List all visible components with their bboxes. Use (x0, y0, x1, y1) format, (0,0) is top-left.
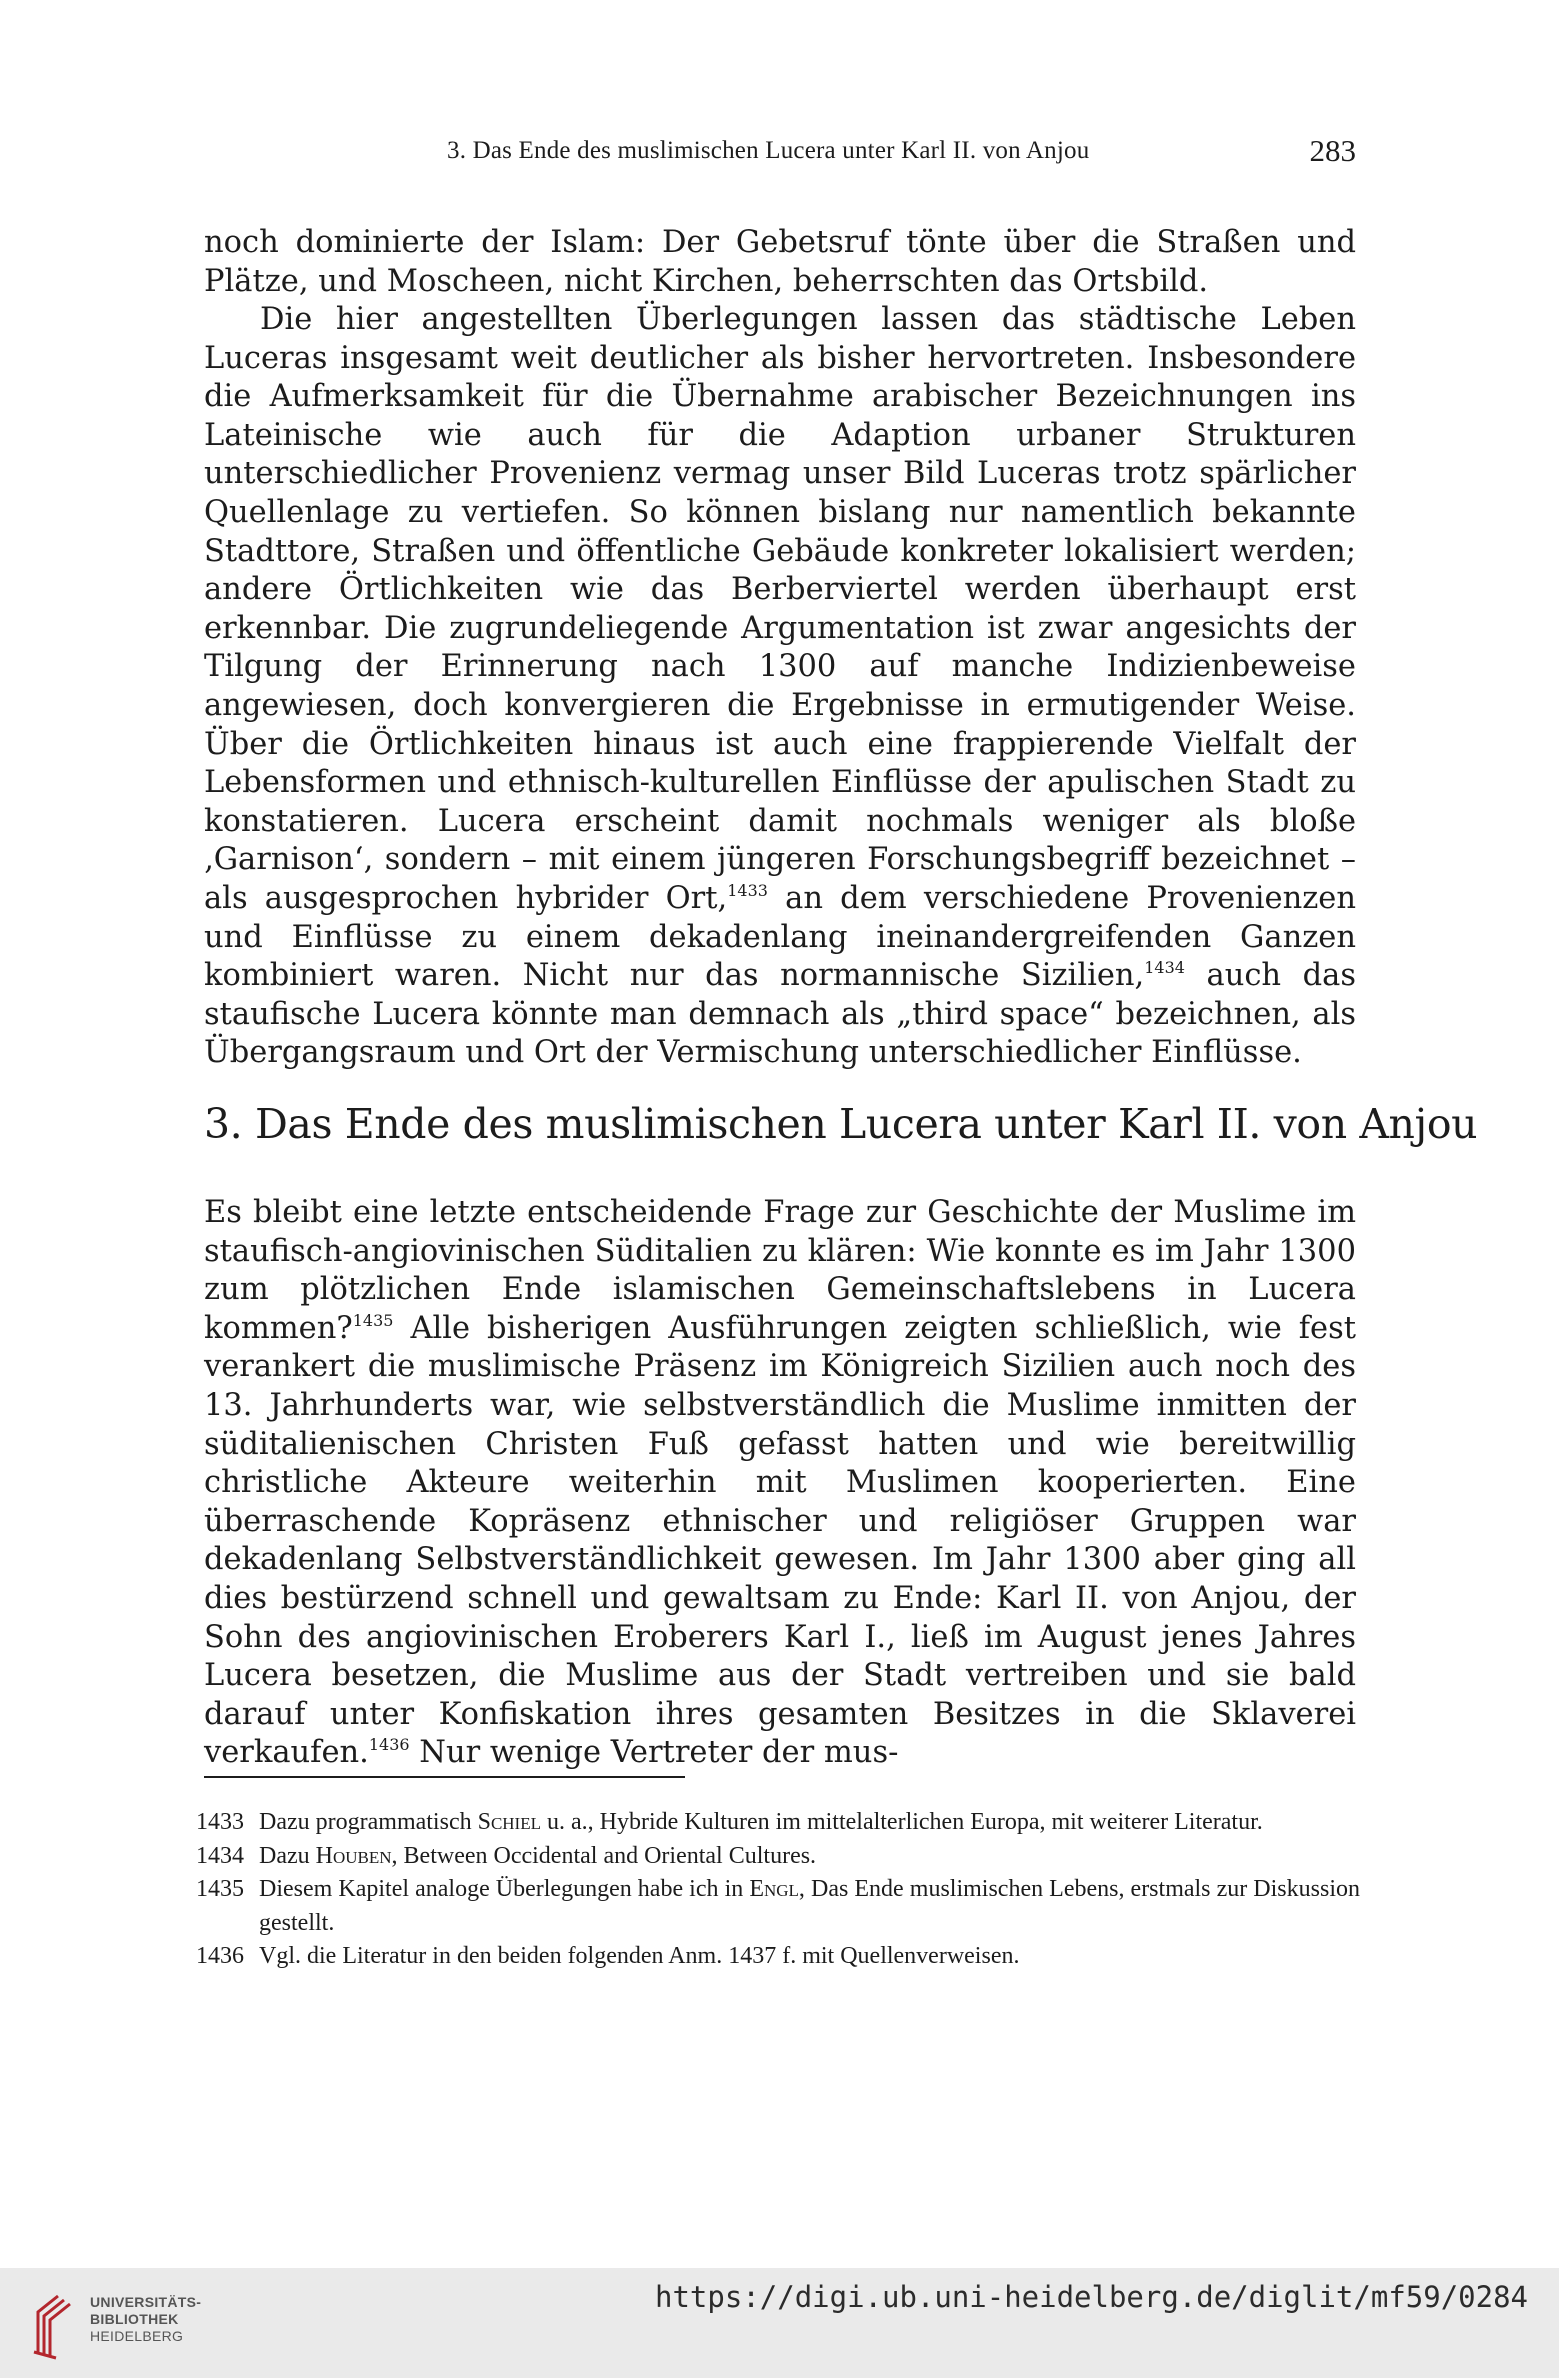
footnote-ref-1434[interactable]: 1434 (1144, 958, 1185, 978)
running-head: 3. Das Ende des muslimischen Lucera unter Karl II. von Anjou (447, 137, 1090, 164)
footnote-1436 (196, 1940, 1360, 1974)
footnote-text (259, 1806, 1360, 1840)
footnote-author: Houben (315, 1842, 392, 1869)
paragraph-2 (204, 301, 1356, 1073)
logo-line-1: UNIVERSITÄTS- (90, 2294, 202, 2310)
footnote-text (259, 1873, 1360, 1940)
footnote-ref-1436[interactable]: 1436 (368, 1735, 410, 1755)
footnote-text-post: u. a., Hybride Kulturen im mittelalterlichen Europa, mit weiterer Literatur. (541, 1809, 1263, 1835)
footnote-author: Engl (749, 1876, 799, 1902)
page-url[interactable]: https://digi.ub.uni-heidelberg.de/diglit/mf59/0284 (655, 2280, 1528, 2314)
footnote-text (259, 1940, 1360, 1974)
footnote-1434 (196, 1840, 1360, 1874)
library-logo-icon[interactable] (24, 2282, 84, 2362)
paragraph-3 (204, 1194, 1356, 1773)
footnote-number: 1434 (196, 1842, 244, 1869)
paragraph-1-text: noch dominierte der Islam: Der Gebetsruf tönte über die Straßen und Plätze, und Moscheen, nicht Kirchen, beherrschten das Ortsbild. (204, 225, 1356, 299)
footnote-divider (204, 1776, 685, 1778)
logo-line-2: BIBLIOTHEK (90, 2311, 179, 2327)
footnote-text-post: , Between Occidental and Oriental Cultures. (391, 1842, 817, 1869)
footnote-ref-1435[interactable]: 1435 (352, 1310, 394, 1330)
footnote-number: 1436 (196, 1943, 244, 1969)
paragraph-3-text-b: Alle bisherigen Ausführungen zeigten schließlich, wie fest verankert die muslimische Präsenz im Königreich Sizilien auch noch des 13. Jahrhunderts war, wie selbstverständlich die Muslime inmitten der süditalienischen Christen Fuß gefasst hatten und wie bereitwillig christliche Akteure weiterhin mit Muslimen kooperierten. Eine überraschende Kopräsenz ethnischer und religiöser Gruppen war dekadenlang Selbstverständlichkeit gewesen. Im Jahr 1300 aber ging all dies bestürzend schnell und gewaltsam zu Ende: Karl II. von Anjou, der Sohn des angiovinischen Eroberers Karl I., ließ im August jenes Jahres Lucera besetzen, die Muslime aus der Stadt vertreiben und sie bald darauf unter Konfiskation ihres gesamten Besitzes in die Sklaverei verkaufen. (204, 1310, 1356, 1771)
footnote-text-post: , Das Ende muslimischen Lebens, erstmals zur Diskussion gestellt. (259, 1876, 1360, 1936)
footnote-number: 1433 (196, 1809, 244, 1835)
paragraph-2-text-c: auch das staufische Lucera könnte man demnach als „third space“ bezeichnen, als Übergangsraum und Ort der Vermischung unterschiedlicher Einflüsse. (204, 958, 1356, 1071)
logo-line-3: HEIDELBERG (90, 2328, 184, 2344)
footnote-number: 1435 (196, 1876, 244, 1902)
footnotes (196, 1806, 1360, 1974)
footnote-text-pre: Dazu programmatisch (259, 1809, 478, 1835)
footnote-text (259, 1840, 1360, 1874)
footnote-text-pre: Diesem Kapitel analoge Überlegungen habe ich in (259, 1876, 750, 1902)
footnote-1433 (196, 1806, 1360, 1840)
paragraph-1 (204, 224, 1356, 301)
footnote-text-pre: Dazu (259, 1842, 316, 1869)
footnote-text-pre: Vgl. die Literatur in den beiden folgenden Anm. 1437 f. mit Quellenverweisen. (259, 1943, 1020, 1969)
footnote-ref-1433[interactable]: 1433 (727, 880, 768, 900)
paragraph-3-text-a: Es bleibt eine letzte entscheidende Frage zur Geschichte der Muslime im staufisch-angiovinischen Süditalien zu klären: Wie konnte es im Jahr 1300 zum plötzlichen Ende islamischen Gemeinschaftslebens in Lucera kommen? (204, 1195, 1356, 1346)
library-logo-text (90, 2294, 201, 2345)
paragraph-2-text-b: an dem verschiedene Provenienzen und Einflüsse zu einem dekadenlang ineinandergreifenden Ganzen kombiniert waren. Nicht nur das normannische Sizilien, (204, 880, 1356, 994)
paragraph-3-text-c: Nur wenige Vertreter der mus- (409, 1735, 899, 1771)
paragraph-2-text-a: Die hier angestellten Überlegungen lassen das städtische Leben Luceras insgesamt weit deutlicher als bisher hervortreten. Insbesondere die Aufmerksamkeit für die Übernahme arabischer Bezeichnungen ins Lateinische wie auch für die Adaption urbaner Strukturen unterschiedlicher Provenienz vermag unser Bild Luceras trotz spärlicher Quellenlage zu vertiefen. So können bislang nur namentlich bekannte Stadttore, Straßen und öffentliche Gebäude konkreter lokalisiert werden; andere Örtlichkeiten wie das Berberviertel werden überhaupt erst erkennbar. Die zugrundeliegende Argumentation ist zwar angesichts der Tilgung der Erinnerung nach 1300 auf manche Indizienbeweise angewiesen, doch konvergieren die Ergebnisse in ermutigender Weise. Über die Örtlichkeiten hinaus ist auch eine frappierende Vielfalt der Lebensformen und ethnisch-kulturellen Einflüsse der apulischen Stadt zu konstatieren. Lucera erscheint damit nochmals weniger als bloße ‚Garnison‘, sondern – mit einem jüngeren Forschungsbegriff bezeichnet – als ausgesprochen hybrider Ort, (204, 302, 1356, 916)
page-number: 283 (1309, 133, 1356, 168)
footnote-author: Schiel (477, 1809, 541, 1835)
section-title: 3. Das Ende des muslimischen Lucera unter Karl II. von Anjou (204, 1100, 1478, 1148)
footnote-1435 (196, 1873, 1360, 1940)
